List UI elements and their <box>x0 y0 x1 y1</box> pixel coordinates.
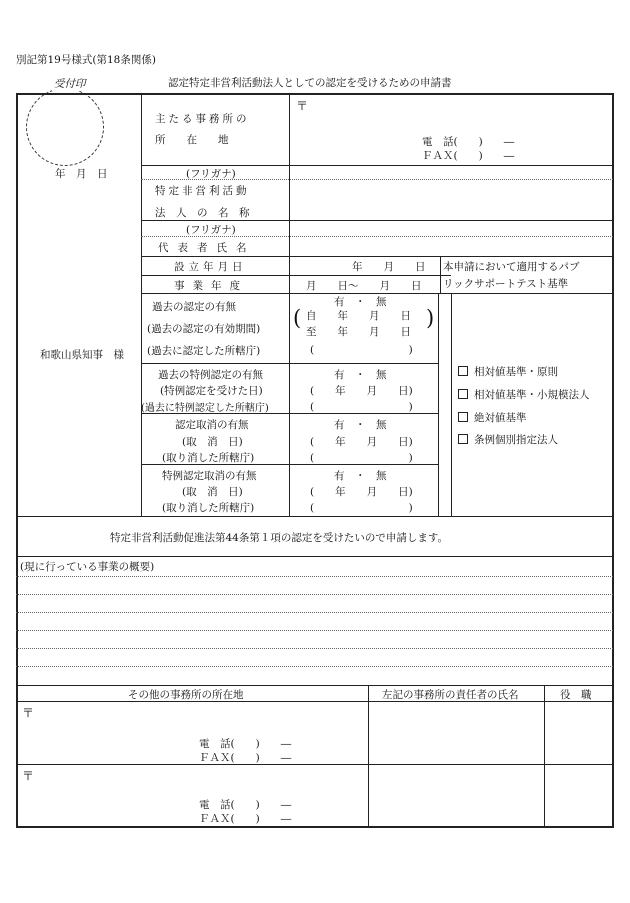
addressee: 和歌山県知事 様 <box>40 349 124 361</box>
application-date: 年 月 日 <box>55 168 108 180</box>
divider-v <box>368 685 369 826</box>
divider-v <box>141 93 142 516</box>
pst-option[interactable] <box>458 364 558 379</box>
fiscal-year-value: 月 日〜 月 日 <box>306 280 422 292</box>
representative-label: 代表者氏名 <box>158 242 256 254</box>
history-yesno: 有 ・ 無 <box>334 470 387 482</box>
checkbox[interactable] <box>458 366 468 376</box>
other-office-tel: 電 話( ) ― <box>199 738 292 750</box>
other-offices-col-manager: 左記の事務所の責任者の氏名 <box>382 689 519 701</box>
divider-v <box>289 93 290 516</box>
form-title: 認定特定非営利活動法人としての認定を受けるための申請書 <box>168 77 452 89</box>
postal-mark: 〒 <box>296 99 309 113</box>
fiscal-year-label: 事業年度 <box>174 280 248 292</box>
history-date: ( 年 月 日) <box>310 486 413 498</box>
history-authority: ( ) <box>310 502 413 514</box>
table-border-bottom <box>16 826 614 828</box>
history-label: (過去に認定した所轄庁) <box>147 345 261 357</box>
bracket-left: ( <box>293 306 302 330</box>
history-label: 過去の認定の有無 <box>152 301 236 313</box>
pst-heading-2: リックサポートテスト基準 <box>443 278 569 290</box>
history-label: 認定取消の有無 <box>175 419 249 431</box>
history-label: (取 消 日) <box>182 486 243 498</box>
reception-stamp-area <box>26 88 104 166</box>
history-label: (過去に特例認定した所轄庁) <box>141 403 269 414</box>
pst-option[interactable] <box>458 387 590 402</box>
divider-h <box>141 220 613 221</box>
divider-h <box>16 556 613 557</box>
bracket-right: ) <box>426 306 435 330</box>
pst-option[interactable] <box>458 410 527 425</box>
declaration-text: 特定非営利活動促進法第44条第１項の認定を受けたいので申請します。 <box>110 532 449 544</box>
ruled-line <box>16 648 613 649</box>
history-authority: ( ) <box>310 452 413 464</box>
office-address-label-2: 所 在 地 <box>155 134 229 146</box>
checkbox[interactable] <box>458 389 468 399</box>
history-authority: ( ) <box>310 401 413 413</box>
history-yesno: 有 ・ 無 <box>334 296 387 308</box>
divider-v <box>451 293 452 516</box>
history-label: (取 消 日) <box>182 436 243 448</box>
table-border-top <box>16 93 613 95</box>
form-number: 別記第19号様式(第18条関係) <box>16 54 156 66</box>
divider-v <box>544 685 545 826</box>
ruled-line <box>16 612 613 613</box>
divider-v <box>438 293 439 516</box>
corp-name-label-2: 法 人 の 名 称 <box>155 207 250 219</box>
divider-h <box>141 363 438 364</box>
ruled-line <box>16 594 613 595</box>
postal-mark: 〒 <box>22 769 35 783</box>
history-label: (過去の認定の有効期間) <box>147 323 261 335</box>
stamp-label: 受付印 <box>54 78 86 90</box>
pst-option-label: 相対値基準・小規模法人 <box>474 389 590 401</box>
checkbox[interactable] <box>458 412 468 422</box>
divider-h <box>141 256 613 257</box>
other-offices-col-position: 役 職 <box>560 689 592 701</box>
history-label: 特例認定取消の有無 <box>162 470 257 482</box>
divider-h <box>141 275 451 276</box>
divider-h <box>16 685 613 686</box>
ruled-line <box>16 666 613 667</box>
pst-heading-1: 本申請において適用するパブ <box>443 261 580 273</box>
table-border-right <box>612 93 614 827</box>
ruled-line <box>16 630 613 631</box>
office-address-label-1: 主たる事務所の <box>155 113 250 125</box>
corp-furigana-label: (フリガナ) <box>186 168 236 180</box>
history-from: 自 年 月 日 <box>306 310 411 322</box>
history-date: ( 年 月 日) <box>310 385 413 397</box>
history-label: (取り消した所轄庁) <box>162 452 255 464</box>
history-yesno: 有 ・ 無 <box>334 419 387 431</box>
table-border-left <box>16 93 18 827</box>
history-label: (特例認定を受けた日) <box>160 385 263 397</box>
office-fax: ＦＡＸ( ) ― <box>422 150 515 162</box>
history-date: ( 年 月 日) <box>310 436 413 448</box>
divider-h <box>16 516 613 517</box>
ruled-line <box>16 576 613 577</box>
pst-option-label: 相対値基準・原則 <box>474 366 558 378</box>
other-office-fax: ＦＡＸ( ) ― <box>199 752 292 764</box>
established-value: 年 月 日 <box>352 261 426 273</box>
office-tel: 電 話( ) ― <box>422 136 515 148</box>
established-label: 設立年月日 <box>174 261 247 273</box>
other-offices-col-address: その他の事務所の所在地 <box>128 689 244 701</box>
rep-furigana-label: (フリガナ) <box>186 224 236 236</box>
history-authority: ( ) <box>310 344 413 356</box>
business-summary-label: (現に行っている事業の概要) <box>20 561 155 573</box>
pst-option-label: 条例個別指定法人 <box>474 434 558 446</box>
postal-mark: 〒 <box>22 706 35 720</box>
history-label: (取り消した所轄庁) <box>162 502 255 514</box>
history-to: 至 年 月 日 <box>306 326 411 338</box>
other-office-fax: ＦＡＸ( ) ― <box>199 813 292 825</box>
pst-option[interactable] <box>458 432 558 447</box>
corp-name-label-1: 特定非営利活動 <box>155 185 250 197</box>
history-yesno: 有 ・ 無 <box>334 369 387 381</box>
history-label: 過去の特例認定の有無 <box>158 369 263 381</box>
other-office-tel: 電 話( ) ― <box>199 799 292 811</box>
checkbox[interactable] <box>458 434 468 444</box>
divider-h <box>16 764 613 765</box>
pst-option-label: 絶対値基準 <box>474 412 527 424</box>
divider-h <box>16 701 613 702</box>
